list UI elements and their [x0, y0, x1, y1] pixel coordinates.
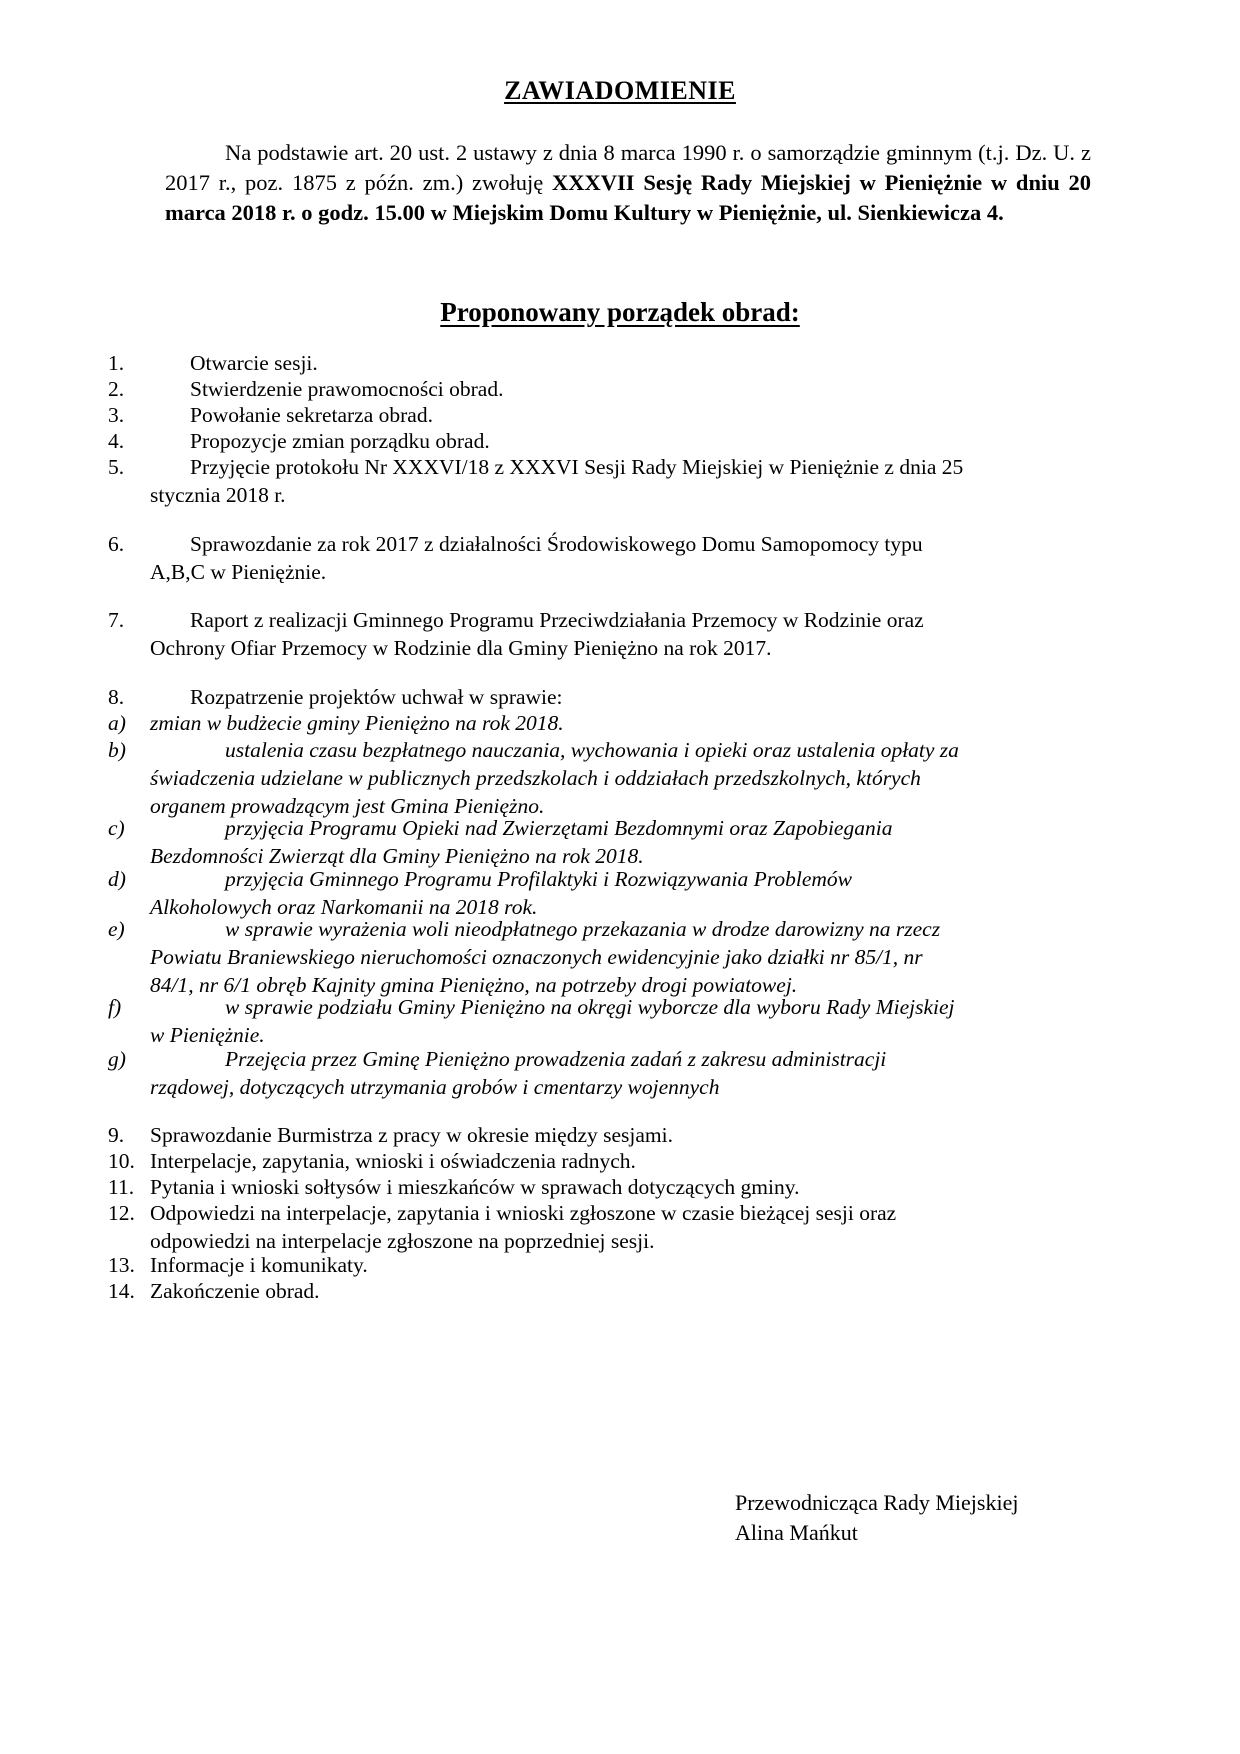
item-text-line: [150, 634, 1110, 662]
item-number: 13.: [108, 1253, 135, 1277]
item-text: Przejęcia przez Gminę Pieniężno prowadzenia zadań z zakresu administracji: [225, 1047, 887, 1071]
item-number: 1.: [108, 351, 125, 375]
agenda-item: [0, 401, 1240, 429]
item-number: 8.: [108, 685, 125, 709]
document-title: ZAWIADOMIENIE: [504, 76, 736, 105]
item-number: 5.: [108, 455, 125, 479]
item-text: świadczenia udzielane w publicznych przedszkolach i oddziałach przedszkolnych, których: [150, 766, 921, 790]
item-number: 14.: [108, 1279, 135, 1303]
agenda-item: [0, 1199, 1240, 1255]
item-text: Informacje i komunikaty.: [150, 1253, 368, 1277]
agenda-subitem: [0, 993, 1240, 1049]
item-text-line: [150, 1251, 1110, 1279]
item-number: 7.: [108, 608, 125, 632]
item-text-line: [150, 915, 1110, 943]
item-number: 10.: [108, 1149, 135, 1173]
item-text: A,B,C w Pieniężnie.: [150, 560, 327, 584]
item-text: Sprawozdanie Burmistrza z pracy w okresie między sesjami.: [150, 1123, 673, 1147]
agenda-item: [0, 453, 1240, 509]
item-number: b): [108, 738, 126, 762]
item-text-line: [150, 401, 1110, 429]
item-number: 2.: [108, 377, 125, 401]
item-number: 6.: [108, 532, 125, 556]
item-text: w sprawie podziału Gminy Pieniężno na okręgi wyborcze dla wyboru Rady Miejskiej: [225, 995, 955, 1019]
item-number: a): [108, 711, 126, 735]
item-text: Powiatu Braniewskiego nieruchomości oznaczonych ewidencyjnie jako działki nr 85/1, nr: [150, 945, 923, 969]
intro-text: Na podstawie art. 20 ust. 2 ustawy z dnia 8 marca 1990 r. o samorządzie gminnym (t.j. Dz. U. z 2017 r., poz. 1875 z późn. zm.) zwołuję: [165, 140, 1091, 195]
item-text-line: [150, 1045, 1110, 1073]
item-text-line: [150, 865, 1110, 893]
item-text-line: [150, 375, 1110, 403]
item-text-line: [150, 709, 1110, 737]
agenda-item: [0, 1277, 1240, 1305]
signature-role: Przewodnicząca Rady Miejskiej: [735, 1490, 1019, 1515]
item-text: stycznia 2018 r.: [150, 483, 286, 507]
item-text: Stwierdzenie prawomocności obrad.: [190, 377, 504, 401]
item-number: c): [108, 816, 125, 840]
item-text: ustalenia czasu bezpłatnego nauczania, wychowania i opieki oraz ustalenia opłaty za: [225, 738, 959, 762]
signature-name: Alina Mańkut: [735, 1520, 858, 1545]
item-text-line: [150, 349, 1110, 377]
item-text: Przyjęcie protokołu Nr XXXVI/18 z XXXVI Sesji Rady Miejskiej w Pieniężnie z dnia 25: [190, 455, 964, 479]
agenda-item: [0, 349, 1240, 377]
item-text-line: [150, 736, 1110, 764]
agenda-item: [0, 683, 1240, 711]
item-text: Bezdomności Zwierząt dla Gminy Pieniężno na rok 2018.: [150, 844, 644, 868]
item-text-line: [150, 814, 1110, 842]
item-text-line: [150, 558, 1110, 586]
item-text-line: [150, 683, 1110, 711]
agenda-subitem: [0, 865, 1240, 921]
item-number: 11.: [108, 1175, 135, 1199]
item-text: Otwarcie sesji.: [190, 351, 318, 375]
item-text-line: [150, 764, 1110, 792]
item-text: rządowej, dotyczących utrzymania grobów i cmentarzy wojennych: [150, 1075, 720, 1099]
agenda-item: [0, 1121, 1240, 1149]
agenda-subitem: [0, 814, 1240, 870]
item-text: 84/1, nr 6/1 obręb Kajnity gmina Pieniężno, na potrzeby drogi powiatowej.: [150, 973, 798, 997]
item-text-line: [150, 606, 1110, 634]
item-text-line: [150, 1277, 1110, 1305]
item-text: przyjęcia Gminnego Programu Profilaktyki i Rozwiązywania Problemów: [225, 867, 853, 891]
item-text: Pytania i wnioski sołtysów i mieszkańców w sprawach dotyczących gminy.: [150, 1175, 800, 1199]
item-text: Propozycje zmian porządku obrad.: [190, 429, 490, 453]
item-text: Rozpatrzenie projektów uchwał w sprawie:: [190, 685, 563, 709]
agenda-subitem: [0, 915, 1240, 999]
item-text-line: [150, 530, 1110, 558]
item-text: organem prowadzącym jest Gmina Pieniężno.: [150, 794, 545, 818]
item-number: d): [108, 867, 126, 891]
agenda-subitem: [0, 736, 1240, 820]
agenda-item: [0, 1147, 1240, 1175]
item-number: e): [108, 917, 125, 941]
item-text-line: [150, 1199, 1110, 1227]
item-text-line: [150, 427, 1110, 455]
item-number: 3.: [108, 403, 125, 427]
item-text: Ochrony Ofiar Przemocy w Rodzinie dla Gminy Pieniężno na rok 2017.: [150, 636, 772, 660]
item-number: 12.: [108, 1201, 135, 1225]
intro-paragraph: [165, 138, 1091, 228]
item-number: 4.: [108, 429, 125, 453]
signature-block: [735, 1488, 1018, 1548]
item-number: 9.: [108, 1123, 125, 1147]
item-text-line: [150, 993, 1110, 1021]
item-text: Raport z realizacji Gminnego Programu Przeciwdziałania Przemocy w Rodzinie oraz: [190, 608, 924, 632]
item-text-line: [150, 1121, 1110, 1149]
item-text-line: [150, 1173, 1110, 1201]
agenda-item: [0, 375, 1240, 403]
item-text: Zakończenie obrad.: [150, 1279, 320, 1303]
item-number: f): [108, 995, 122, 1019]
item-text: odpowiedzi na interpelacje zgłoszone na poprzedniej sesji.: [150, 1229, 655, 1253]
item-text: Alkoholowych oraz Narkomanii na 2018 rok.: [150, 895, 538, 919]
intro-bold-text: XXXVII Sesję Rady Miejskiej w Pieniężnie w dniu 20 marca 2018 r. o godz. 15.00 w Miejskim Domu Kultury w Pieniężnie, ul. Sienkiewicza 4.: [165, 170, 1091, 225]
item-text-line: [150, 1147, 1110, 1175]
item-text-line: [150, 453, 1110, 481]
agenda-item: [0, 606, 1240, 662]
agenda-item: [0, 1251, 1240, 1279]
item-text: w Pieniężnie.: [150, 1023, 265, 1047]
agenda-item: [0, 1173, 1240, 1201]
agenda-subitem: [0, 709, 1240, 737]
agenda-item: [0, 427, 1240, 455]
item-text-line: [150, 481, 1110, 509]
item-text: przyjęcia Programu Opieki nad Zwierzętami Bezdomnymi oraz Zapobiegania: [225, 816, 893, 840]
item-text: zmian w budżecie gminy Pieniężno na rok 2018.: [150, 711, 564, 735]
item-number: g): [108, 1047, 126, 1071]
item-text-line: [150, 1073, 1110, 1101]
item-text: Interpelacje, zapytania, wnioski i oświadczenia radnych.: [150, 1149, 636, 1173]
agenda-item: [0, 530, 1240, 586]
item-text: Powołanie sekretarza obrad.: [190, 403, 433, 427]
item-text: Sprawozdanie za rok 2017 z działalności Środowiskowego Domu Samopomocy typu: [190, 532, 923, 556]
item-text: w sprawie wyrażenia woli nieodpłatnego przekazania w drodze darowizny na rzecz: [225, 917, 941, 941]
item-text: Odpowiedzi na interpelacje, zapytania i wnioski zgłoszone w czasie bieżącej sesji oraz: [150, 1201, 897, 1225]
item-text-line: [150, 943, 1110, 971]
agenda-subitem: [0, 1045, 1240, 1101]
agenda-title: Proponowany porządek obrad:: [440, 297, 800, 327]
